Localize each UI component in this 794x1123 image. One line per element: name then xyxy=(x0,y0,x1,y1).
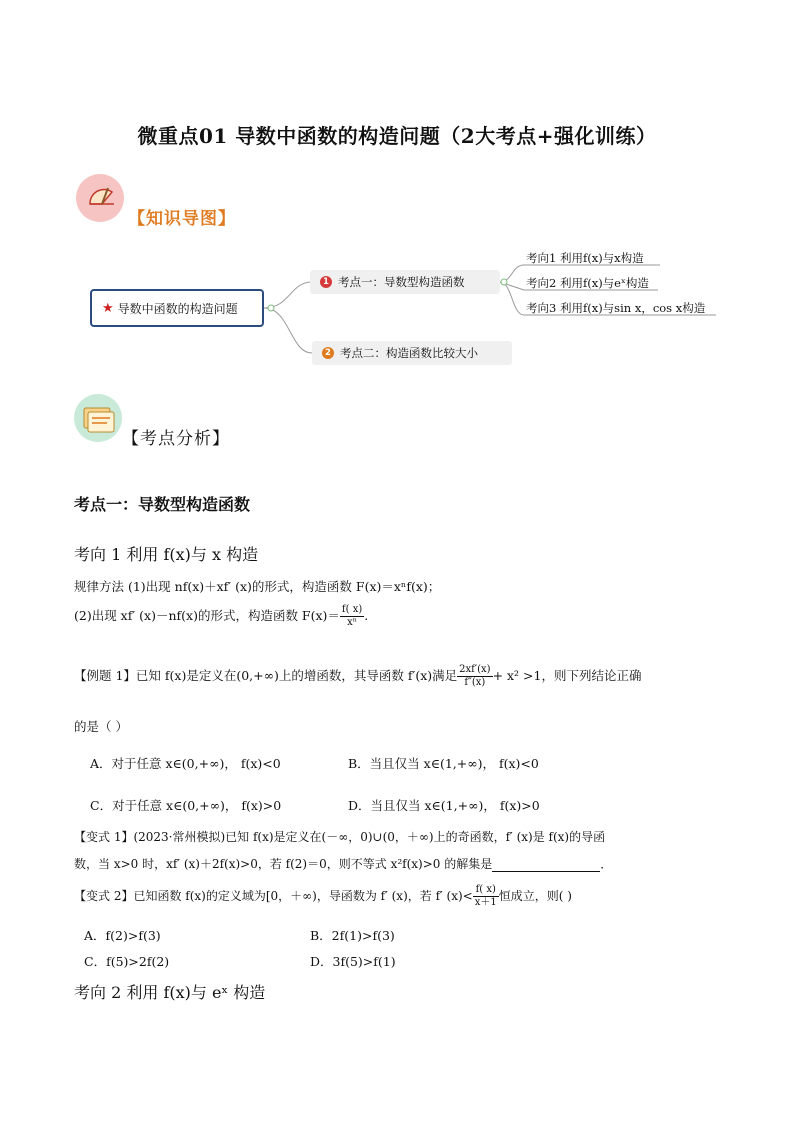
notebook-icon xyxy=(74,394,122,442)
rule-line-1: 规律方法 (1)出现 nf(x)＋xf′ (x)的形式，构造函数 F(x)＝xⁿf(x)； xyxy=(74,579,441,594)
variant-2-text: 【变式 2】已知函数 f(x)的定义域为[0，＋∞)，导函数为 f′ (x)，若 f′ (x)< xyxy=(74,889,473,903)
mindmap-node-label: 考点二：构造函数比较大小 xyxy=(340,346,478,360)
number-badge-2: 2 xyxy=(322,347,334,359)
mindmap-leaf-direction2: 考向2 利用f(x)与eˣ构造 xyxy=(526,276,649,290)
variant-2-fraction xyxy=(473,884,499,909)
example-1-option-c: C．对于任意 x∈(0,+∞)， f(x)>0 xyxy=(90,798,282,813)
star-icon: ★ xyxy=(102,300,114,316)
fraction-numerator: f( x) xyxy=(473,884,499,897)
direction-heading-1: 考向 1 利用 f(x)与 x 构造 xyxy=(74,545,259,564)
topic-heading: 考点一：导数型构造函数 xyxy=(74,495,251,514)
fraction-numerator: 2xf′(x) xyxy=(459,664,491,675)
variant-1-suffix: ． xyxy=(600,857,613,871)
rule-line-2-text: (2)出现 xf′ (x)－nf(x)的形式，构造函数 F(x)＝ xyxy=(74,608,340,623)
example-1-option-b: B．当且仅当 x∈(1,+∞)， f(x)<0 xyxy=(348,756,539,771)
example-1-option-a: A．对于任意 x∈(0,+∞)， f(x)<0 xyxy=(90,756,281,771)
example-1-text: 【例题 1】已知 f(x)是定义在(0,+∞)上的增函数，其导函数 f′(x)满足 xyxy=(74,668,458,683)
variant-2-option-a: A．f(2)>f(3) xyxy=(84,928,161,943)
mindmap-connectors xyxy=(0,0,794,400)
example-1-option-d: D．当且仅当 x∈(1,+∞)， f(x)>0 xyxy=(348,798,540,813)
variant-2-option-b: B．2f(1)>f(3) xyxy=(310,928,395,943)
variant-2-option-d: D．3f(5)>f(1) xyxy=(310,954,396,969)
mindmap-root-label: 导数中函数的构造问题 xyxy=(117,301,238,316)
fraction-numerator: f( x) xyxy=(341,604,363,615)
variant-1-text: 数，当 x>0 时，xf′ (x)＋2f(x)>0，若 f(2)＝0，则不等式 x²f(x)>0 的解集是 xyxy=(74,857,493,871)
variant-2-option-c: C．f(5)>2f(2) xyxy=(84,954,170,969)
fraction-denominator: xⁿ xyxy=(347,617,358,628)
variant-2-suffix: 恒成立，则( ) xyxy=(498,889,572,903)
variant-1-line-2 xyxy=(74,855,612,872)
number-badge-1: 1 xyxy=(320,276,332,288)
section-knowledge-map: 【知识导图】 xyxy=(128,209,236,229)
rule-line-2: (2)出现 xf′ (x)－nf(x)的形式，构造函数 F(x)＝ $\frac{f( x)}{\text{xⁿ}}$ . xyxy=(74,604,369,628)
mindmap-leaf-direction3: 考向3 利用f(x)与sin x，cos x构造 xyxy=(526,301,706,315)
example-1-line-2: 的是（ ） xyxy=(74,719,128,734)
mindmap-node-label: 考点一：导数型构造函数 xyxy=(338,275,465,289)
rule-fraction xyxy=(340,604,364,629)
mindmap-leaf-direction1: 考向1 利用f(x)与x构造 xyxy=(526,251,644,265)
fraction-denominator: f″(x) xyxy=(464,677,486,688)
answer-blank xyxy=(492,859,600,872)
variant-2-line xyxy=(74,884,572,909)
page-title: 微重点01 导数中函数的构造问题（2大考点+强化训练） xyxy=(137,124,657,148)
example-1-fraction xyxy=(457,664,492,689)
mindmap-root xyxy=(90,289,264,327)
mindmap-node-topic1 xyxy=(310,270,500,294)
example-1-suffix: + x² >1，则下列结论正确 xyxy=(492,668,642,683)
mindmap-node-topic2 xyxy=(312,341,512,365)
example-1-line-1 xyxy=(74,664,641,689)
direction-heading-2: 考向 2 利用 f(x)与 eˣ 构造 xyxy=(74,983,266,1002)
section-analysis: 【考点分析】 xyxy=(122,429,230,449)
variant-1-line-1: 【变式 1】(2023·常州模拟)已知 f(x)是定义在(－∞，0)∪(0，＋∞)上的奇函数，f′ (x)是 f(x)的导函 xyxy=(74,830,606,844)
fraction-denominator: x＋1 xyxy=(474,897,497,908)
